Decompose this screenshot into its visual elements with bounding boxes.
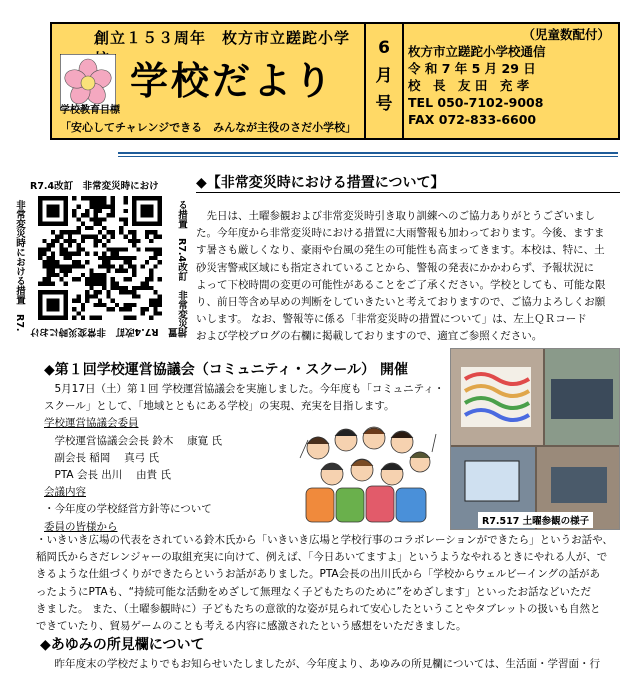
- section-heading-report-card: ◆あゆみの所見欄について: [40, 637, 205, 653]
- member-line: 学校運営協議会会長 鈴木 康寛 氏: [44, 434, 223, 447]
- school-goal-text: 「安心してチャレンジできる みんなが主役のさだ小学校」: [60, 121, 357, 134]
- phone-number: TEL 050-7102-9008: [408, 95, 544, 110]
- school-goal-label: 学校教育目標: [60, 105, 120, 116]
- member-line: 副会長 稲岡 真弓 氏: [44, 451, 160, 464]
- paragraph-line: スクール」として、「地域とともにある学校」の実現、充実を目指します。: [44, 400, 395, 413]
- paragraph-line: ・いきいき広場の代表をされている鈴木氏から「いきいき広場と学校行事のコラボレーションができたら」というお話や、: [36, 534, 613, 546]
- qr-caption-top: R7.4改訂 非常変災時におけ: [30, 181, 159, 192]
- newsletter-name: 枚方市立蹉跎小学校通信: [408, 44, 546, 59]
- photo-caption: R7.517 土曜参観の様子: [478, 512, 593, 528]
- paragraph-line: 稲岡氏からさだレンジャーの取組充実に向けて、例えば、「今日あいてますよ」というようなやれるときにやれる人が、で: [36, 551, 608, 564]
- paragraph-line: 先日は、土曜参観および非常変災時引き取り訓練へのご協力ありがとうございまし: [196, 210, 595, 222]
- classroom-photo: [450, 348, 620, 530]
- issue-kanji: 号: [375, 94, 393, 114]
- month-kanji: 月: [375, 66, 393, 86]
- member-line: PTA 会長 出川 由貴 氏: [44, 469, 171, 482]
- members-heading: 学校運営協議会委員: [44, 417, 139, 430]
- qr-caption-left: 非常変災時における措置 R7.: [14, 200, 25, 332]
- children-illustration: [296, 418, 438, 528]
- principal-name: 校 長 友 田 充 孝: [408, 78, 530, 93]
- month-number: 6: [378, 38, 390, 58]
- page-title: 学校だより: [130, 58, 336, 103]
- photo-collage-image: [451, 349, 620, 530]
- disaster-paragraph: [196, 208, 620, 346]
- paragraph-line: および学校ブログの右欄に掲載しておりますので、適宜ご参照ください。: [196, 330, 543, 343]
- header-title-block: [52, 24, 364, 138]
- paragraph-line: できていたり、貿易ゲームのことも考える内容に感激されたという感想をいただきました。: [36, 620, 467, 633]
- paragraph-line: いします。 なお、警報等に係る「非常変災時の措置について」は、左上ＱＲコード: [196, 313, 587, 326]
- council-comments-paragraph: [36, 532, 613, 635]
- paragraph-line: 5月17日（土）第１回 学校運営協議会を実施しました。今年度も「コミュニティ・: [44, 383, 445, 395]
- paragraph-line: 砂災害警戒区域にも指定されていることから、警報の発表にかかわらず、予報状況に: [196, 261, 595, 274]
- paragraph-line: り、前日等含め早めの判断をしていきたいと考えておりますので、ご協力よろしくお願: [196, 296, 606, 309]
- newsletter-header: [50, 22, 620, 140]
- qr-code-box: [14, 178, 190, 338]
- content-heading: 会議内容: [44, 486, 86, 499]
- section-underline: [196, 192, 620, 193]
- issue-date: 令 和 7 年 5 月 29 日: [408, 61, 536, 76]
- qr-code-icon[interactable]: [36, 196, 164, 320]
- delivery-note: （児童数配付）: [522, 27, 610, 42]
- paragraph-line: きるような仕組づくりができたらというお話がありました。PTA会長の出川氏から「学校からウェルビーイングの話があ: [36, 568, 601, 581]
- report-card-paragraph: 昨年度末の学校だよりでもお知らせいたしましたが、今年度より、あゆみの所見欄については、生活面・学習面・行: [44, 658, 600, 670]
- paragraph-line: す暑さも厳しくなり、豪雨や台風の発生の可能性も高まってきます。本校は、特に、土: [196, 244, 605, 257]
- publisher-info: [408, 26, 620, 128]
- section-heading-council: ◆第１回学校運営協議会（コミュニティ・スクール） 開催: [44, 362, 408, 378]
- divider-rule: [118, 152, 618, 154]
- paragraph-line: ったようにPTAも、“持続可能な活動をめざして無理なく子どもたちのために”をめざします」といったお話などいただ: [36, 585, 591, 598]
- qr-caption-right: る措置 R7.4改訂 非常変災: [176, 200, 187, 329]
- paragraph-line: よって下校時間の変更の可能性があることをご了承ください。学校としても、可能な限: [196, 278, 606, 291]
- paragraph-line: た。今年度から非常変災時における措置に大雨警報も加わっております。今後、ますま: [196, 227, 605, 240]
- issue-month: [364, 24, 404, 138]
- paragraph-line: きました。 また、（土曜参観時に）子どもたちの意欲的な姿が見られて安心したということやタブレットの扱いも自然と: [36, 602, 601, 615]
- section-heading-disaster: ◆【非常変災時における措置について】: [196, 175, 445, 191]
- anniversary-text: 創立１５３周年 枚方市立蹉跎小学: [94, 29, 351, 47]
- committee-heading: 委員の皆様から: [44, 520, 118, 533]
- fax-number: FAX 072-833-6600: [408, 112, 537, 127]
- content-item: ・今年度の学校経営方針等について: [44, 503, 212, 516]
- qr-caption-bottom: 措置 R7.4改訂 非常変災時におけ: [30, 326, 188, 337]
- divider-rule-thin: [118, 156, 618, 157]
